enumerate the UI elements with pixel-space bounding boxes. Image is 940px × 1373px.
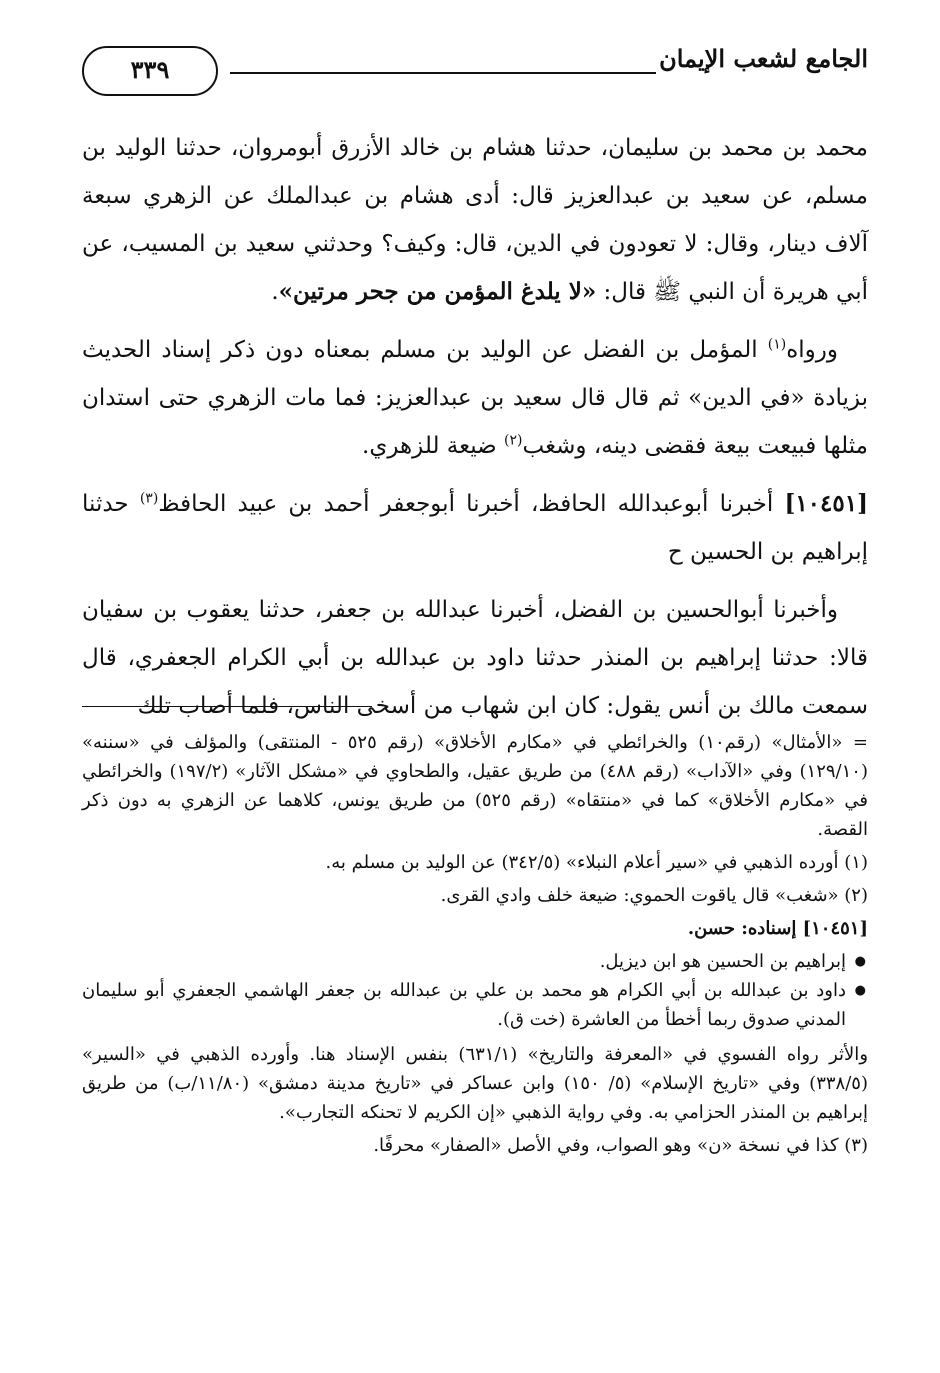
isnad-label: إسناده: حسن. — [687, 918, 803, 939]
footnote-2: (٢) «شغب» قال ياقوت الحموي: ضيعة خلف وادي القرى. — [440, 885, 868, 906]
page-number: ٣٣٩ — [82, 46, 218, 96]
page-header — [82, 40, 868, 110]
athar-note: والأثر رواه الفسوي في «المعرفة والتاريخ» (٦٣١/١) بنفس الإسناد هنا. وأورده الذهبي في «السير» (٣٣٨/٥) وفي «تاريخ الإسلام» (٥/ ١٥٠) وابن عساكر في «تاريخ مدينة دمشق» (١١/٨٠/ب) من طريق إبراهيم بن المنذر الحزامي به. وفي رواية الذهبي «إن الكريم لا تحنكه التجارب». — [82, 1044, 869, 1123]
footnote-continuation: = «الأمثال» (رقم١٠) والخرائطي في «مكارم الأخلاق» (رقم ٥٢٥ - المنتقى) والمؤلف في «سننه» (١٢٩/١٠) وفي «الآداب» (رقم ٤٨٨) من طريق عقيل، والطحاوي في «مشكل الآثار» (١٩٧/٢) والخرائطي في «مكارم الأخلاق» كما في «منتقاه» (رقم ٥٢٥) من طريق يونس، كلاهما عن الزهري به دون ذكر القصة. — [82, 732, 869, 840]
paragraph-3-text-b: حدثنا إبراهيم بن الحسين ح — [82, 491, 868, 565]
book-title: الجامع لشعب الإيمان — [659, 44, 868, 73]
paragraph-2 — [82, 326, 868, 470]
paragraph-2-text-a: ورواه — [786, 337, 838, 363]
footnote-ref-2: (٢) — [504, 432, 523, 449]
footnote-ref-1: (١) — [767, 336, 787, 353]
paragraph-3-text-a: أخبرنا أبوعبدالله الحافظ، أخبرنا أبوجعفر أحمد بن عبيد الحافظ — [158, 491, 785, 517]
paragraph-4: وأخبرنا أبوالحسين بن الفضل، أخبرنا عبدالله بن جعفر، حدثنا يعقوب بن سفيان قالا: حدثنا إبراهيم بن المنذر حدثنا داود بن عبدالله بن أبي الكرام الجعفري، قال سمعت مالك بن أنس يقول: كان ابن شهاب من أسخى الناس، فلما أصاب تلك — [82, 597, 868, 719]
list-item: ● داود بن عبدالله بن أبي الكرام هو محمد بن علي بن عبدالله بن جعفر الهاشمي الجعفري أبو سليمان المدني صدوق ربما أخطأ من العاشرة (خت ق). — [82, 976, 846, 1034]
paragraph-2-text-b: المؤمل بن الفضل عن الوليد بن مسلم بمعناه دون ذكر إسناد الحديث بزيادة «في الدين» ثم قال قال سعيد بن عبدالعزيز: فما مات الزهري حتى استدان مثلها فبيعت بيعة فقضى دينه، وشغب — [82, 337, 868, 459]
paragraph-1-text: محمد بن محمد بن سليمان، حدثنا هشام بن خالد الأزرق أبومروان، حدثنا الوليد بن مسلم، عن سعيد بن عبدالعزيز قال: أدى هشام بن عبدالملك عن الزهري سبعة آلاف دينار، وقال: لا تعودون في الدين، قال: وكيف؟ وحدثني سعيد بن المسيب، عن أبي هريرة أن النبي ﷺ قال: — [82, 135, 868, 305]
footnote-3: (٣) كذا في نسخة «ن» وهو الصواب، وفي الأصل «الصفار» محرفًا. — [373, 1135, 868, 1156]
footnote-separator — [82, 706, 372, 707]
footnote-ref-3: (٣) — [139, 490, 159, 507]
paragraph-2-text-c: ضيعة للزهري. — [362, 433, 505, 459]
hadith-number: [١٠٤٥١] — [784, 490, 868, 517]
list-item: ● إبراهيم بن الحسين هو ابن ديزيل. — [82, 947, 846, 976]
paragraph-1 — [82, 124, 868, 316]
footnote-1: (١) أورده الذهبي في «سير أعلام النبلاء» (٣٤٢/٥) عن الوليد بن مسلم به. — [325, 852, 868, 873]
narrator-list — [82, 947, 868, 1034]
main-text — [82, 124, 868, 740]
paragraph-3 — [82, 480, 868, 576]
header-rule — [230, 72, 656, 74]
footnotes — [82, 728, 868, 1164]
hadith-text: «لا يلدغ المؤمن من جحر مرتين» — [278, 278, 597, 305]
paragraph-1-end: . — [271, 279, 279, 305]
isnad-grade — [82, 914, 868, 943]
isnad-number: [١٠٤٥١] — [802, 918, 868, 939]
